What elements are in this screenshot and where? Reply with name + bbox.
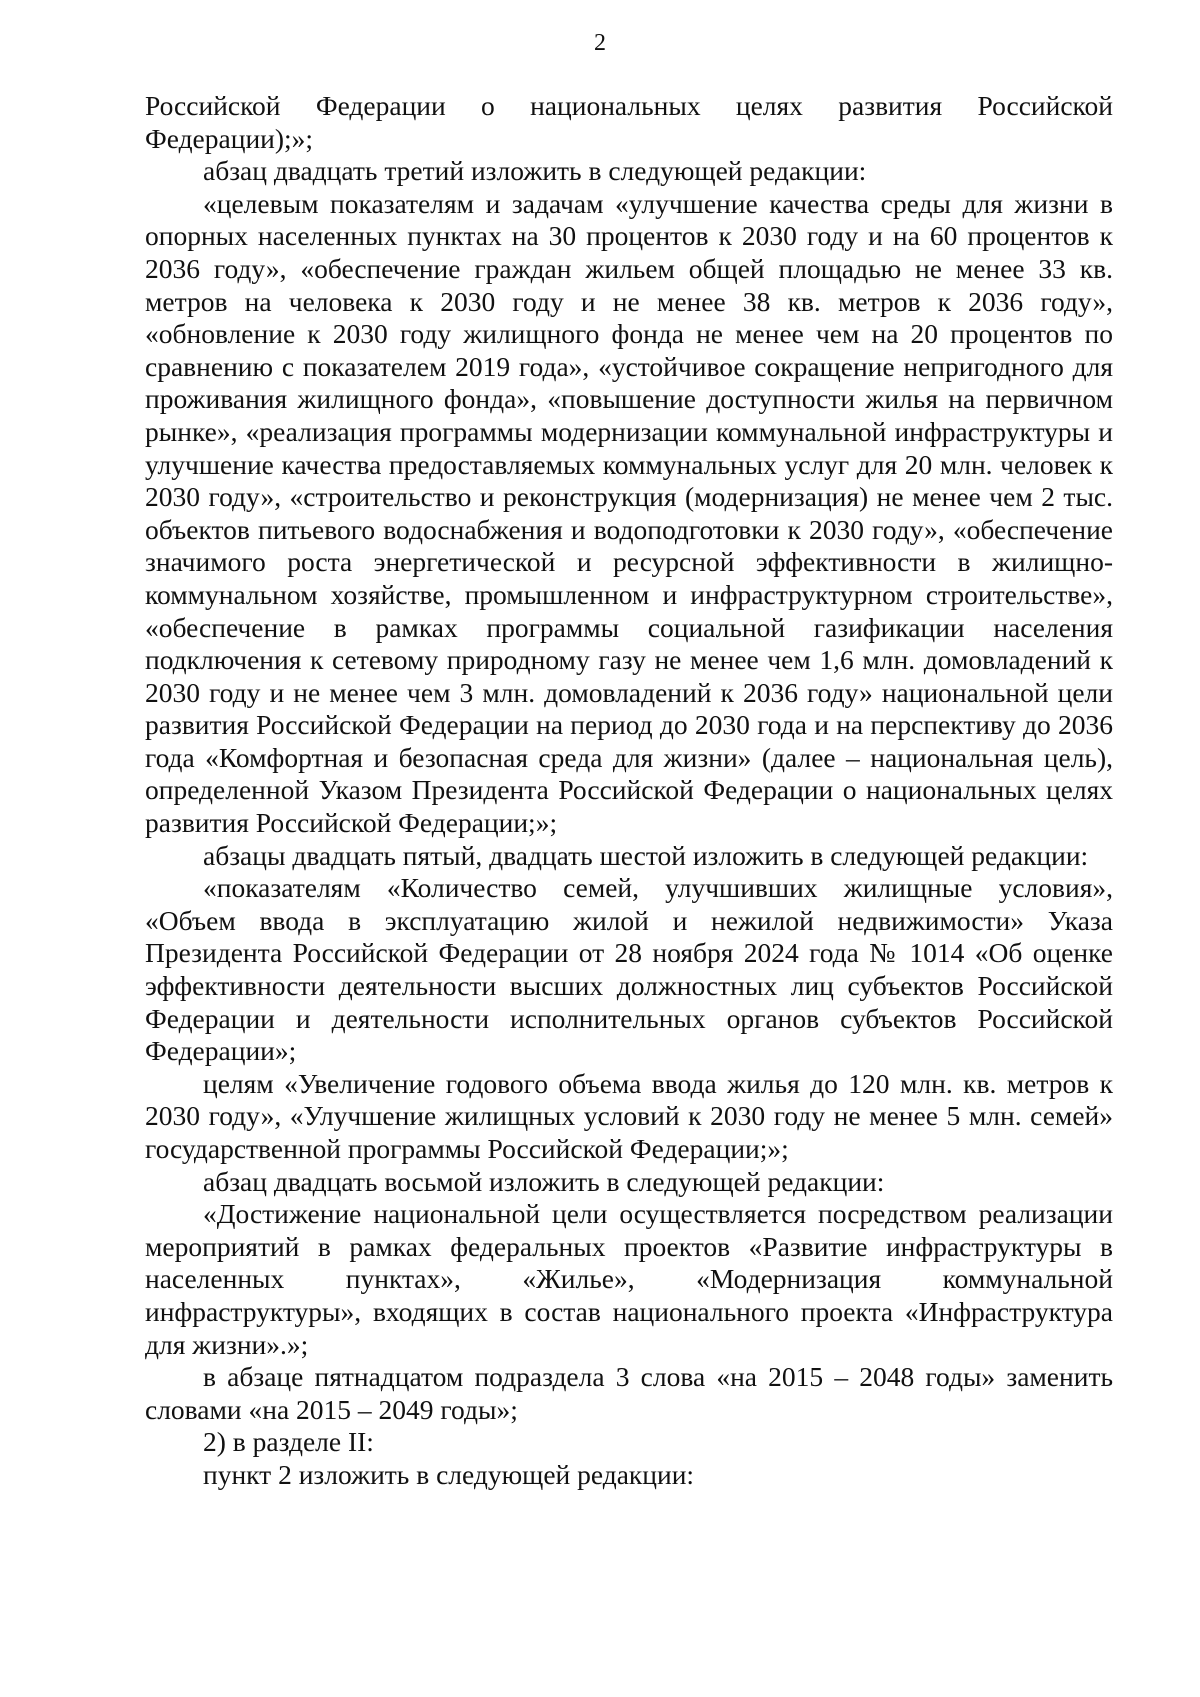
paragraph-8: «Достижение национальной цели осуществляется посредством реализации мероприятий в рамках федеральных проектов «Развитие инфраструктуры в населенных пунктах», «Жилье», «Модернизация коммунальной инфраструктуры», входящих в состав национального проекта «Инфраструктура для жизни».»; — [145, 1198, 1113, 1360]
paragraph-7: абзац двадцать восьмой изложить в следующей редакции: — [203, 1165, 885, 1197]
paragraph-6: целям «Увеличение годового объема ввода жилья до 120 млн. кв. метров к 2030 году», «Улучшение жилищных условий к 2030 году не менее 5 млн. семей» государственной программы Российской Федерации;»; — [145, 1067, 1113, 1164]
paragraph-1: Российской Федерации о национальных целях развития Российской Федерации);»; — [145, 90, 1113, 154]
paragraph-2: абзац двадцать третий изложить в следующей редакции: — [203, 155, 867, 187]
page-number: 2 — [594, 30, 606, 56]
document-body — [145, 90, 1113, 1492]
paragraph-9: в абзаце пятнадцатом подраздела 3 слова «на 2015 – 2048 годы» заменить словами «на 2015 – 2049 годы»; — [145, 1361, 1113, 1425]
paragraph-5: «показателям «Количество семей, улучшивших жилищные условия», «Объем ввода в эксплуатацию жилой и нежилой недвижимости» Указа Президента Российской Федерации от 28 ноября 2024 года № 1014 «Об оценке эффективности деятельности высших должностных лиц субъектов Российской Федерации и деятельности исполнительных органов субъектов Российской Федерации»; — [145, 872, 1113, 1067]
paragraph-10: 2) в разделе II: — [203, 1426, 374, 1458]
paragraph-11: пункт 2 изложить в следующей редакции: — [203, 1458, 695, 1490]
paragraph-4: абзацы двадцать пятый, двадцать шестой изложить в следующей редакции: — [203, 839, 1089, 871]
paragraph-3: «целевым показателям и задачам «улучшение качества среды для жизни в опорных населенных пунктах на 30 процентов к 2030 году и на 60 процентов к 2036 году», «обеспечение граждан жильем общей площадью не менее 33 кв. метров на человека к 2030 году и не менее 38 кв. метров к 2036 году», «обновление к 2030 году жилищного фонда не менее чем на 20 процентов по сравнению с показателем 2019 года», «устойчивое сокращение непригодного для проживания жилищного фонда», «повышение доступности жилья на первичном рынке», «реализация программы модернизации коммунальной инфраструктуры и улучшение качества предоставляемых коммунальных услуг для 20 млн. человек к 2030 году», «строительство и реконструкция (модернизация) не менее чем 2 тыс. объектов питьевого водоснабжения и водоподготовки к 2030 году», «обеспечение значимого роста энергетической и ресурсной эффективности в жилищно-коммунальном хозяйстве, промышленном и инфраструктурном строительстве», «обеспечение в рамках программы социальной газификации населения подключения к сетевому природному газу не менее чем 1,6 млн. домовладений к 2030 году и не менее чем 3 млн. домовладений к 2036 году» национальной цели развития Российской Федерации на период до 2030 года и на перспективу до 2036 года «Комфортная и безопасная среда для жизни» (далее – национальная цель), определенной Указом Президента Российской Федерации о национальных целях развития Российской Федерации;»; — [145, 187, 1113, 839]
